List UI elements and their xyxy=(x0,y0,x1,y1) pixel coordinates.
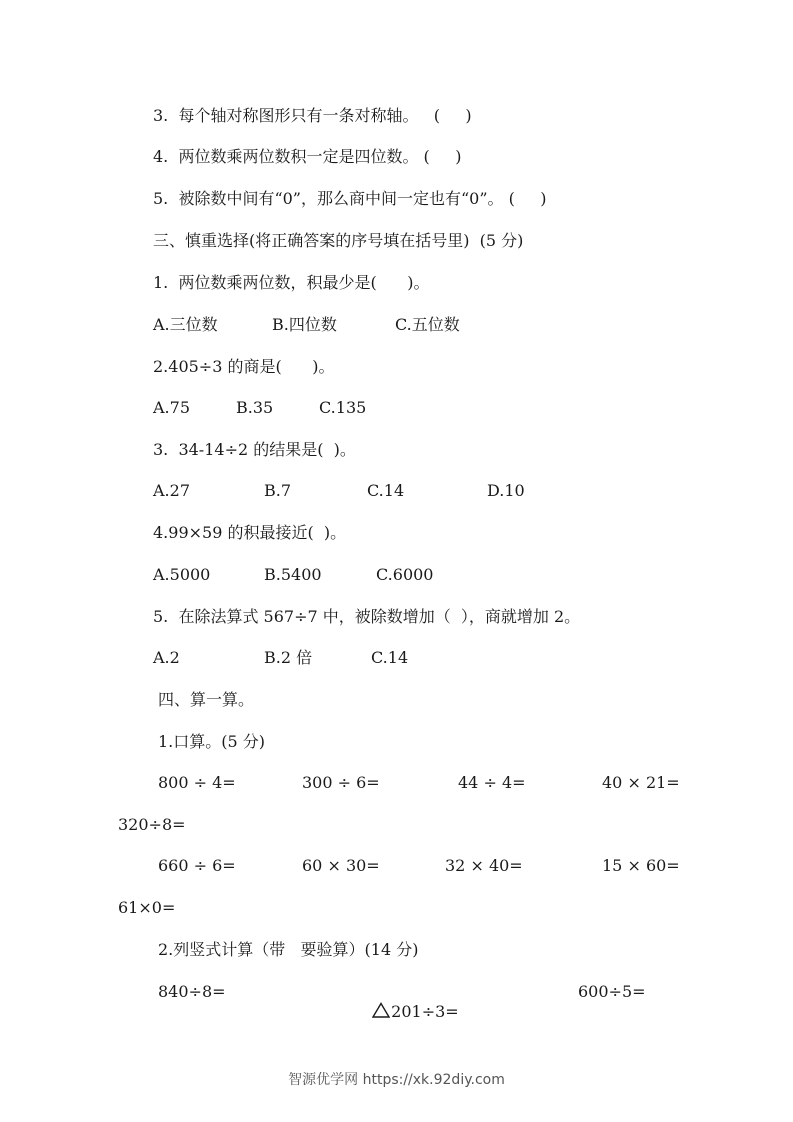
choice-q4-stem: 4.99×59 的积最接近( )。 xyxy=(153,523,347,542)
choice-q4-option-b: B.5400 xyxy=(264,565,322,584)
oral-row2-item-2: 60 × 30= xyxy=(302,856,380,875)
choice-q1-option-a: A.三位数 xyxy=(153,315,218,334)
triangle-icon xyxy=(372,1002,390,1018)
choice-q1-option-c: C.五位数 xyxy=(395,315,460,334)
choice-q1-option-b: B.四位数 xyxy=(272,315,337,334)
choice-q4-option-a: A.5000 xyxy=(153,565,211,584)
oral-row2-wrap: 61×0= xyxy=(118,898,176,917)
vertical-item-3: 600÷5= xyxy=(578,982,646,1001)
choice-q3-option-d: D.10 xyxy=(487,481,525,500)
vertical-item-1: 840÷8= xyxy=(158,982,226,1001)
choice-q3-option-c: C.14 xyxy=(367,481,405,500)
oral-row2-item-3: 32 × 40= xyxy=(445,856,523,875)
choice-q5-option-a: A.2 xyxy=(153,648,180,667)
vertical-item-2: 201÷3= xyxy=(391,1002,459,1021)
oral-row1-item-2: 300 ÷ 6= xyxy=(302,773,380,792)
choice-q3-option-b: B.7 xyxy=(264,481,292,500)
choice-q5-stem: 5. 在除法算式 567÷7 中，被除数增加（ ），商就增加 2。 xyxy=(153,607,581,626)
choice-section-heading: 三、慎重选择(将正确答案的序号填在括号里) (5 分) xyxy=(153,231,524,250)
judgement-q5: 5. 被除数中间有“0”，那么商中间一定也有“0”。 ( ) xyxy=(153,189,547,208)
calc-section-heading: 四、算一算。 xyxy=(158,690,255,709)
choice-q5-option-b: B.2 倍 xyxy=(264,648,313,667)
choice-q4-option-c: C.6000 xyxy=(376,565,434,584)
choice-q2-option-a: A.75 xyxy=(153,398,190,417)
vertical-calc-heading: 2.列竖式计算（带 要验算）(14 分) xyxy=(158,940,419,959)
judgement-q3: 3. 每个轴对称图形只有一条对称轴。 ( ) xyxy=(153,106,472,125)
oral-calc-heading: 1.口算。(5 分) xyxy=(158,732,266,751)
choice-q1-stem: 1. 两位数乘两位数，积最少是( )。 xyxy=(153,273,430,292)
choice-q2-option-c: C.135 xyxy=(319,398,367,417)
footer-watermark: 智源优学网 https://xk.92diy.com xyxy=(288,1072,505,1088)
vertical-item-2-row xyxy=(362,982,459,1022)
choice-q2-stem: 2.405÷3 的商是( )。 xyxy=(153,357,335,376)
oral-row1-item-1: 800 ÷ 4= xyxy=(158,773,236,792)
oral-row1-item-4: 40 × 21= xyxy=(602,773,680,792)
choice-q3-option-a: A.27 xyxy=(153,481,190,500)
choice-q3-stem: 3. 34-14÷2 的结果是( )。 xyxy=(153,440,356,459)
oral-row2-item-4: 15 × 60= xyxy=(602,856,680,875)
choice-q2-option-b: B.35 xyxy=(236,398,274,417)
oral-row1-item-3: 44 ÷ 4= xyxy=(458,773,526,792)
judgement-q4: 4. 两位数乘两位数积一定是四位数。 ( ) xyxy=(153,147,462,166)
oral-row2-item-1: 660 ÷ 6= xyxy=(158,856,236,875)
oral-row1-wrap: 320÷8= xyxy=(118,815,186,834)
choice-q5-option-c: C.14 xyxy=(371,648,409,667)
